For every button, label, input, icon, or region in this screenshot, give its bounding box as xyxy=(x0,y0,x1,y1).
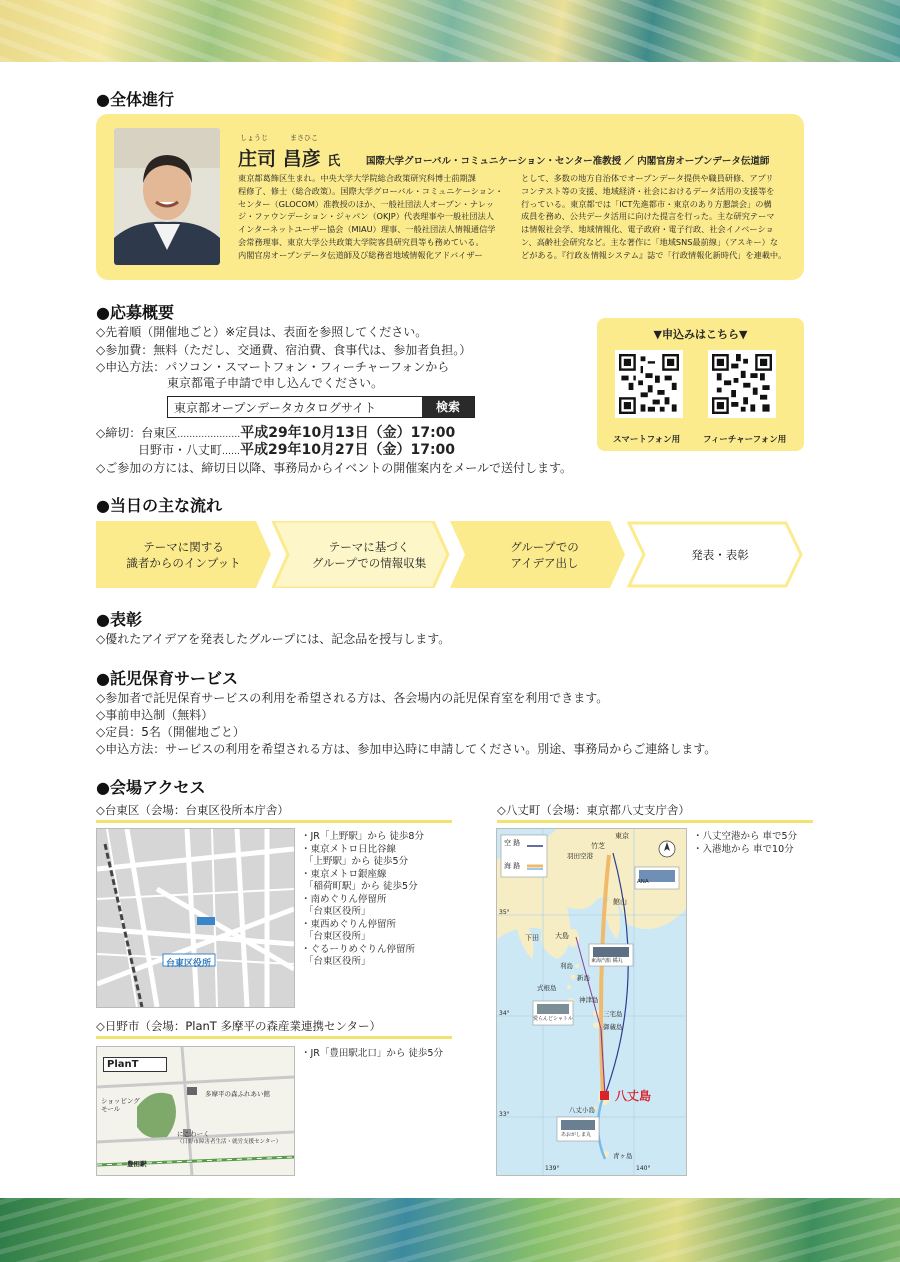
map-place: 三宅島 xyxy=(603,1010,623,1018)
name-ruby-surname: しょうじ xyxy=(240,134,268,142)
map-taito-venue-label: 台東区役所 xyxy=(166,959,212,969)
bio-line: ン、高齢社会研究など。主な著作に「地域SNS最前線」（アスキー）な xyxy=(521,236,779,247)
application-line: ◇参加費：無料（ただし、交通費、宿泊費、食事代は、参加者負担。） xyxy=(96,343,472,357)
map-place-hachijojima: 八丈島 xyxy=(615,1089,652,1103)
map-place: 羽田空港 xyxy=(567,852,593,860)
map-place: 東京 xyxy=(615,832,629,840)
directions-hachijo: ・八丈空港から 車で5分 ・入港地から 車で10分 xyxy=(693,831,798,855)
map-latitude: 33° xyxy=(499,1111,510,1118)
bio-line: 成員を務め、公共データ活用に向けた提言を行った。主な研究テーマ xyxy=(521,211,775,222)
map-place: 竹芝 xyxy=(591,842,605,850)
award-text: ◇優れたアイデアを発表したグループには、記念品を授与します。 xyxy=(96,632,451,646)
speaker-name xyxy=(238,144,340,171)
flow-step-line: テーマに基づく xyxy=(328,539,410,554)
top-painted-banner xyxy=(0,0,900,62)
search-button[interactable]: 検索 xyxy=(422,397,474,417)
map-ship-label: 愛らんどシャトル xyxy=(533,1016,573,1022)
speaker-photo xyxy=(114,128,220,265)
venue-label-hachijo: ◇八丈町（会場：東京都八丈支庁舎） xyxy=(497,803,690,817)
map-hino[interactable] xyxy=(96,1046,295,1176)
flow-step-line: テーマに関する xyxy=(143,539,224,554)
childcare-line: ◇参加者で託児保育サービスの利用を希望される方は、各会場内の託児保育室を利用できます。 xyxy=(96,691,609,705)
flow-step-line: 発表・表彰 xyxy=(691,547,749,562)
speaker-bio-right xyxy=(521,172,791,262)
venue-underline xyxy=(96,1036,452,1039)
flow-step-line: グループでの情報収集 xyxy=(311,555,427,570)
qr-title: ▼申込みはこちら▼ xyxy=(653,328,748,341)
map-longitude: 140° xyxy=(636,1165,651,1172)
qr-code-smartphone[interactable] xyxy=(615,350,683,418)
speaker-honorific: 氏 xyxy=(327,154,341,169)
venue-underline xyxy=(96,820,452,823)
section-heading-access: ●会場アクセス xyxy=(96,778,206,797)
childcare-line: ◇定員：5名（開催地ごと） xyxy=(96,725,245,739)
section-heading-childcare: ●託児保育サービス xyxy=(96,669,238,688)
bio-line: 会常務理事、東京大学公共政策大学院客員研究員等も務めている。 xyxy=(238,236,484,247)
deadline-label-2: 日野市・八丈町 xyxy=(138,443,223,457)
application-note: ◇ご参加の方には、締切日以降、事務局からイベントの開催案内をメールで送付します。 xyxy=(96,461,573,475)
flow-step-1 xyxy=(96,521,271,588)
map-place: 式根島 xyxy=(537,984,557,992)
map-legend-sea: 海 路 xyxy=(504,862,521,870)
bio-line: 東京都葛飾区生まれ。中央大学大学院総合政策研究科博士前期課 xyxy=(238,173,476,183)
map-hino-park: 多摩平の森ふれあい館 xyxy=(205,1090,270,1098)
bio-line: として、多数の地方自治体でオープンデータ提供や職員研修、アプリ xyxy=(521,173,774,183)
search-box[interactable] xyxy=(167,396,475,418)
section-heading-flow: ●当日の主な流れ xyxy=(96,496,222,515)
flow-step-4 xyxy=(640,521,800,588)
bio-line: 程修了、修士（総合政策）。国際大学グローバル・コミュニケーション・ xyxy=(238,185,504,196)
deadline-date-2: 平成29年10月27日（金）17:00 xyxy=(240,442,456,458)
application-line: ◇先着順（開催地ごと）※定員は、表面を参照してください。 xyxy=(96,325,428,339)
qr-code-featurephone[interactable] xyxy=(708,350,776,418)
map-taito[interactable] xyxy=(96,828,295,1008)
bio-line: 内閣官房オープンデータ伝道師及び総務省地域情報化アドバイザー xyxy=(238,249,483,260)
venue-label-taito: ◇台東区（会場：台東区役所本庁舎） xyxy=(96,803,289,817)
childcare-line: ◇事前申込制（無料） xyxy=(96,708,214,722)
map-latitude: 35° xyxy=(499,909,510,916)
bio-line: 行っている。東京都では「ICT先進都市・東京のあり方懇談会」の構 xyxy=(521,198,772,209)
flow-step-3 xyxy=(462,521,627,588)
speaker-name-text: 庄司 昌彦 xyxy=(238,148,321,170)
map-longitude: 139° xyxy=(545,1165,560,1172)
map-legend-air: 空 路 xyxy=(504,839,521,847)
bio-line: インターネットユーザー協会（MIAU）理事、一般社団法人情報通信学 xyxy=(238,224,496,235)
qr-caption-smartphone: スマートフォン用 xyxy=(613,435,681,445)
map-latitude: 34° xyxy=(499,1010,510,1017)
map-place: 御蔵島 xyxy=(603,1023,623,1031)
map-ana-label: ANA xyxy=(637,879,649,885)
search-keyword: 東京都オープンデータカタログサイト xyxy=(174,401,377,415)
name-ruby-given: まさひこ xyxy=(290,134,318,142)
deadline-leader-dots: ………………… xyxy=(177,430,241,440)
map-place: 青ヶ島 xyxy=(613,1152,633,1160)
directions-hino: ・JR「豊田駅北口」から 徒歩5分 xyxy=(301,1048,443,1059)
map-place: 大島 xyxy=(555,932,569,940)
directions-taito: ・JR「上野駅」から 徒歩8分 ・東京メトロ日比谷線 「上野駅」から 徒歩5分 ・東京メトロ銀座線 「稲荷町駅」から 徒歩5分 ・南めぐりん停留所 「台東区役所」 ・東西めぐりん停留所 「台東区役所」 ・ぐるーりめぐりん停留所 「台東区役所」 xyxy=(301,831,424,967)
section-heading-award: ●表彰 xyxy=(96,610,142,629)
map-place: 八丈小島 xyxy=(569,1106,595,1114)
venue-underline xyxy=(497,820,813,823)
bio-line: は情報社会学、地域情報化、電子政府・電子行政、社会イノベーショ xyxy=(521,224,774,235)
bio-line: どがある。『行政＆情報システム』誌で「行政情報化新時代」を連載中。 xyxy=(521,249,787,260)
section-heading-overall: ●全体進行 xyxy=(96,90,174,109)
bottom-painted-banner xyxy=(0,1198,900,1262)
bio-line: センター（GLOCOM）准教授のほか、一般社団法人オープン・ナレッ xyxy=(238,198,495,209)
map-place: 神津島 xyxy=(579,996,599,1004)
application-line: 東京都電子申請で申し込んでください。 xyxy=(167,376,384,390)
speaker-bio-left xyxy=(238,172,508,262)
flow-step-line: アイデア出し xyxy=(510,555,579,570)
deadline-label: ◇締切：台東区 xyxy=(96,426,178,440)
speaker-affiliation: 国際大学グローバル・コミュニケーション・センター准教授 ／ 内閣官房オープンデータ伝道師 xyxy=(366,156,770,167)
bio-line: ジ・ファウンデーション・ジャパン（OKJP）代表理事や一般社団法人 xyxy=(238,211,494,222)
venue-label-hino: ◇日野市（会場：PlanT 多摩平の森産業連携センター） xyxy=(96,1019,382,1033)
childcare-line: ◇申込方法：サービスの利用を希望される方は、参加申込時に申請してください。別途、事務局からご連絡します。 xyxy=(96,742,717,756)
deadline-leader-dots: …… xyxy=(222,447,241,457)
map-place: 新島 xyxy=(577,974,590,982)
map-hino-nikowaku: にこわーく xyxy=(177,1130,210,1138)
map-hino-nikowaku-sub: （日野市障害者生活・就労支援センター） xyxy=(177,1139,282,1145)
flow-step-line: グループでの xyxy=(510,539,579,554)
bio-line: コンテスト等の支援、地域経済・社会におけるデータ活用の支援等を xyxy=(521,185,775,196)
map-place: 利島 xyxy=(560,962,573,970)
qr-caption-featurephone: フィーチャーフォン用 xyxy=(703,435,787,445)
flow-step-2 xyxy=(288,521,450,588)
map-ship-label: あおがしま丸 xyxy=(561,1132,592,1138)
map-place: 下田 xyxy=(525,934,539,942)
map-hino-plant-logo: PlanT xyxy=(103,1057,167,1072)
deadline-row-2 xyxy=(138,442,455,461)
map-ship-label: 東海汽船 橘丸 xyxy=(591,958,623,964)
map-place: 館山 xyxy=(613,898,627,906)
map-hachijo[interactable] xyxy=(496,828,687,1176)
application-line: ◇申込方法：パソコン・スマートフォン・フィーチャーフォンから xyxy=(96,360,450,374)
flow-step-line: 識者からのインプット xyxy=(126,555,241,570)
qr-code-box xyxy=(597,318,804,451)
deadline-date-1: 平成29年10月13日（金）17:00 xyxy=(240,425,456,441)
section-heading-application: ●応募概要 xyxy=(96,303,174,322)
map-hino-station: 豊田駅 xyxy=(127,1160,147,1168)
map-hino-mall: ショッピング モール xyxy=(101,1097,140,1113)
